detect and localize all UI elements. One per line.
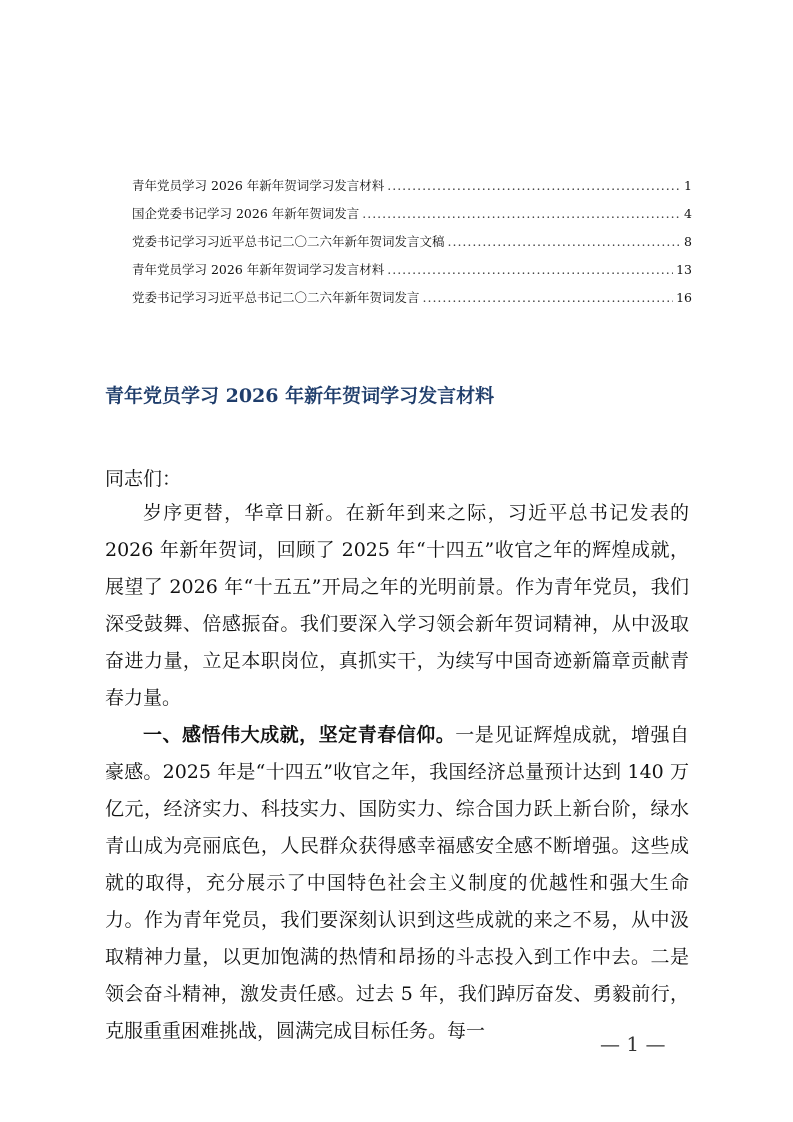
toc-entry-title: 青年党员学习 2026 年新年贺词学习发言材料 (132, 262, 385, 277)
toc-leader-dots (423, 284, 674, 312)
paragraph-heading: 一、感悟伟大成就，坚定青春信仰。 (143, 724, 456, 746)
toc-entry[interactable] (132, 284, 692, 312)
toc-entry[interactable] (132, 256, 692, 284)
paragraph (105, 717, 689, 1050)
page-number: — 1 — (600, 1032, 666, 1056)
toc-entry-page: 4 (684, 206, 692, 221)
toc-leader-dots (362, 200, 681, 228)
toc-entry-page: 13 (676, 262, 692, 277)
toc-leader-dots (448, 228, 682, 256)
toc-entry-title: 国企党委书记学习 2026 年新年贺词发言 (132, 206, 360, 221)
table-of-contents (132, 172, 692, 312)
paragraph-body: 一是见证辉煌成就，增强自豪感。2025 年是“十四五”收官之年，我国经济总量预计达到 140 万亿元，经济实力、科技实力、国防实力、综合国力跃上新台阶，绿水青山成为亮丽底色，人民群众获得感幸福感安全感不断增强。这些成就的取得，充分展示了中国特色社会主义制度的优越性和强大生命力。作为青年党员，我们要深刻认识到这些成就的来之不易，从中汲取精神力量，以更加饱满的热情和昂扬的斗志投入到工作中去。二是领会奋斗精神，激发责任感。过去 5 年，我们踔厉奋发、勇毅前行，克服重重困难挑战，圆满完成目标任务。每一 (105, 724, 689, 1042)
toc-entry-page: 8 (684, 234, 692, 249)
toc-entry-title: 青年党员学习 2026 年新年贺词学习发言材料 (132, 178, 385, 193)
toc-entry-title: 党委书记学习习近平总书记二〇二六年新年贺词发言 (132, 290, 420, 305)
toc-entry[interactable] (132, 200, 692, 228)
body-text (105, 495, 689, 1050)
toc-entry-title: 党委书记学习习近平总书记二〇二六年新年贺词发言文稿 (132, 234, 445, 249)
toc-entry-page: 16 (676, 290, 692, 305)
salutation: 同志们： (105, 468, 182, 490)
section-title: 青年党员学习 2026 年新年贺词学习发言材料 (105, 385, 495, 407)
paragraph: 岁序更替，华章日新。在新年到来之际，习近平总书记发表的 2026 年新年贺词，回顾了 2025 年“十四五”收官之年的辉煌成就，展望了 2026 年“十五五”开局之年的光明前景。作为青年党员，我们深受鼓舞、倍感振奋。我们要深入学习领会新年贺词精神，从中汲取奋进力量，立足本职岗位，真抓实干，为续写中国奇迹新篇章贡献青春力量。 (105, 502, 689, 709)
toc-entry[interactable] (132, 228, 692, 256)
toc-entry-page: 1 (684, 178, 692, 193)
toc-leader-dots (387, 172, 681, 200)
toc-entry[interactable] (132, 172, 692, 200)
toc-leader-dots (387, 256, 673, 284)
